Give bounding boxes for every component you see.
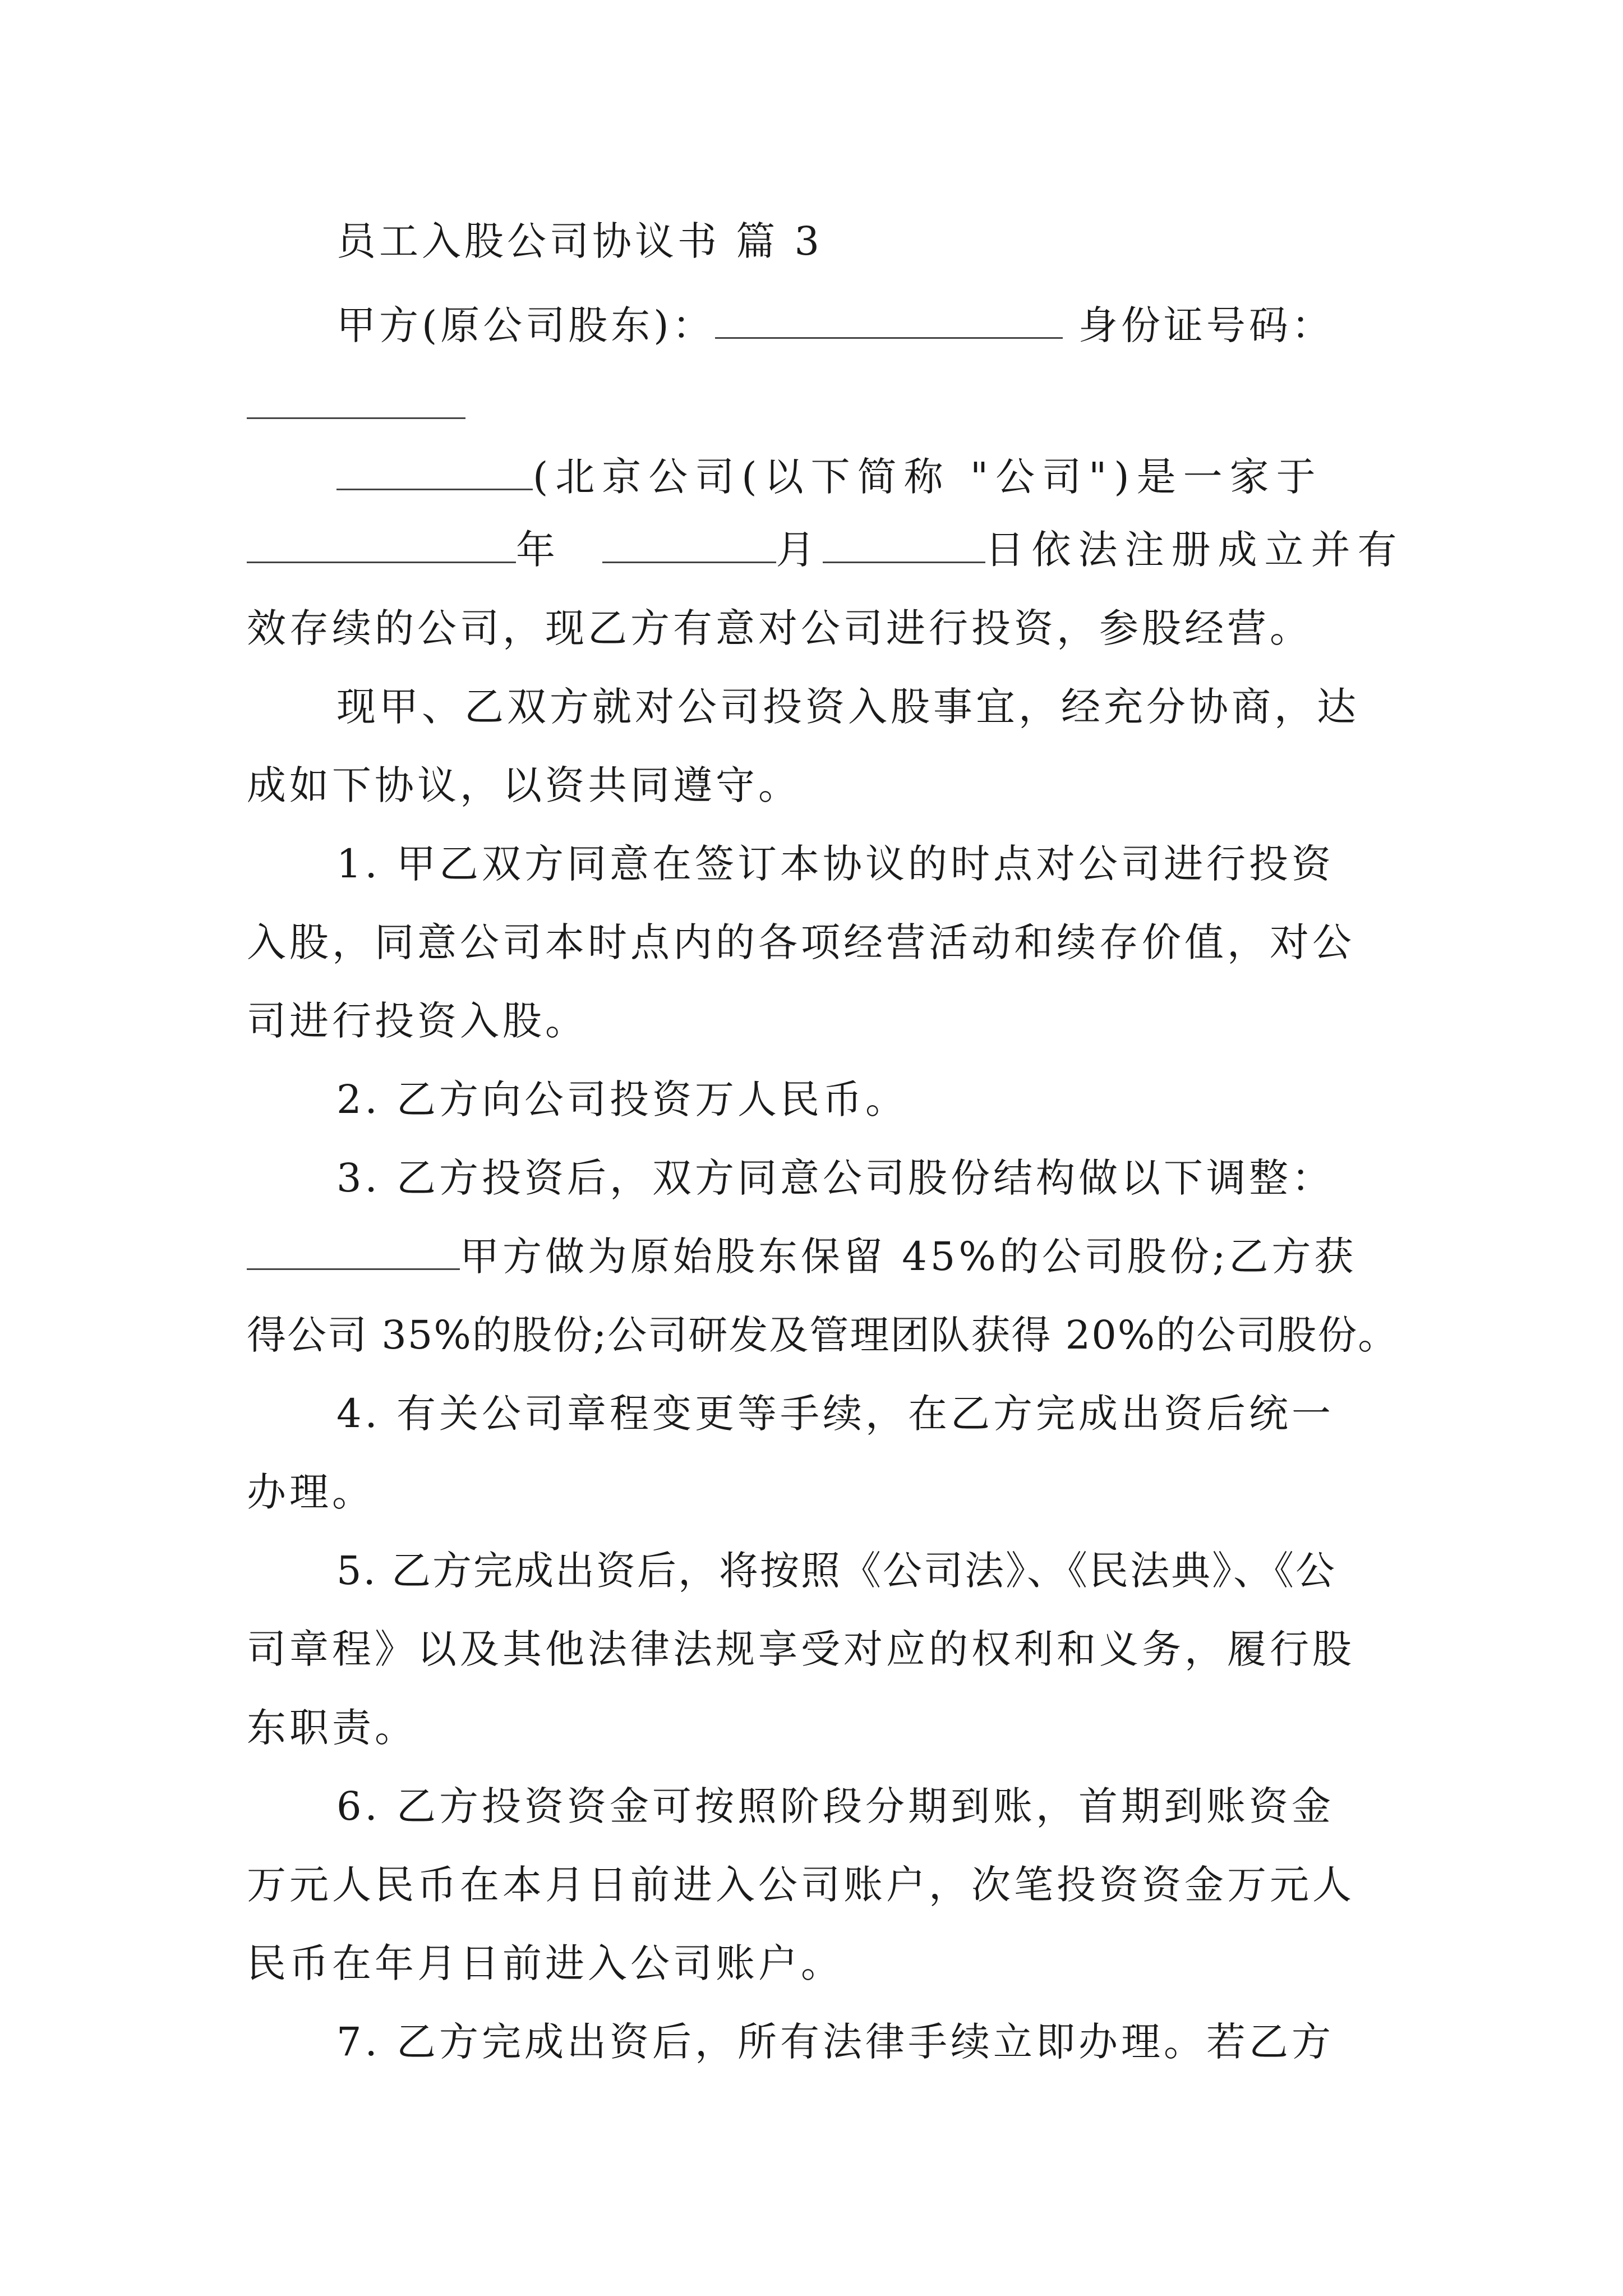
clause-6-line-2: 万元人民币在本月日前进入公司账户，次笔投资资金万元人 — [247, 1862, 1355, 1908]
clause-3-line-2-text: 甲方做为原始股东保留 45%的公司股份;乙方获 — [460, 1234, 1357, 1280]
party-a-name-blank — [715, 298, 1063, 339]
clause-3-line-1: 3. 乙方投资后，双方同意公司股份结构做以下调整： — [336, 1155, 1335, 1201]
id-number-blank — [247, 415, 465, 419]
consensus-line-2: 成如下协议，以资共同遵守。 — [247, 762, 801, 808]
intro-line-2 — [247, 522, 1404, 578]
clause-5-line-1: 5. 乙方完成出资后，将按照《公司法》、《民法典》、《公 — [336, 1548, 1337, 1594]
clause-7-line-1: 7. 乙方完成出资后，所有法律手续立即办理。若乙方 — [336, 2019, 1335, 2065]
clause-5-line-3: 东职责。 — [247, 1705, 417, 1751]
clause-3-line-2 — [247, 1228, 1391, 1285]
clause-6-line-1: 6. 乙方投资资金可按照阶段分期到账，首期到账资金 — [336, 1783, 1335, 1829]
intro-line-3: 效存续的公司，现乙方有意对公司进行投资，参股经营。 — [247, 605, 1312, 651]
party-a-line — [336, 297, 1391, 353]
consensus-line-1: 现甲、乙双方就对公司投资入股事宜，经充分协商，达 — [336, 684, 1359, 730]
clause-4-line-2: 办理。 — [247, 1469, 375, 1515]
month-blank — [602, 522, 776, 563]
clause-1-line-3: 司进行投资入股。 — [247, 998, 588, 1044]
clause-4-line-1: 4. 有关公司章程变更等手续，在乙方完成出资后统一 — [336, 1391, 1335, 1437]
id-number-label: 身份证号码： — [1062, 302, 1334, 348]
document-title: 员工入股公司协议书 篇 3 — [336, 218, 823, 264]
year-blank — [247, 522, 516, 563]
clause-2: 2. 乙方向公司投资万人民币。 — [336, 1076, 909, 1122]
day-blank — [823, 522, 985, 563]
party-a-label: 甲方(原公司股东)： — [336, 302, 715, 348]
month-label: 月 — [776, 527, 823, 573]
clause-3-blank — [247, 1229, 460, 1270]
intro-company-text: (北京公司(以下简称 "公司")是一家于 — [533, 454, 1323, 500]
clause-3-line-3: 得公司 35%的股份;公司研发及管理团队获得 20%的公司股份。 — [247, 1312, 1399, 1358]
clause-1-line-2: 入股，同意公司本时点内的各项经营活动和续存价值，对公 — [247, 919, 1355, 965]
clause-1-line-1: 1. 甲乙双方同意在签订本协议的时点对公司进行投资 — [336, 841, 1335, 887]
company-name-blank — [336, 449, 533, 490]
year-label: 年 — [516, 527, 562, 573]
clause-6-line-3: 民币在年月日前进入公司账户。 — [247, 1940, 843, 1986]
clause-5-line-2: 司章程》以及其他法律法规享受对应的权利和义务，履行股 — [247, 1626, 1355, 1672]
day-label: 日依法注册成立并有 — [985, 527, 1404, 573]
intro-line-1 — [336, 449, 1391, 505]
